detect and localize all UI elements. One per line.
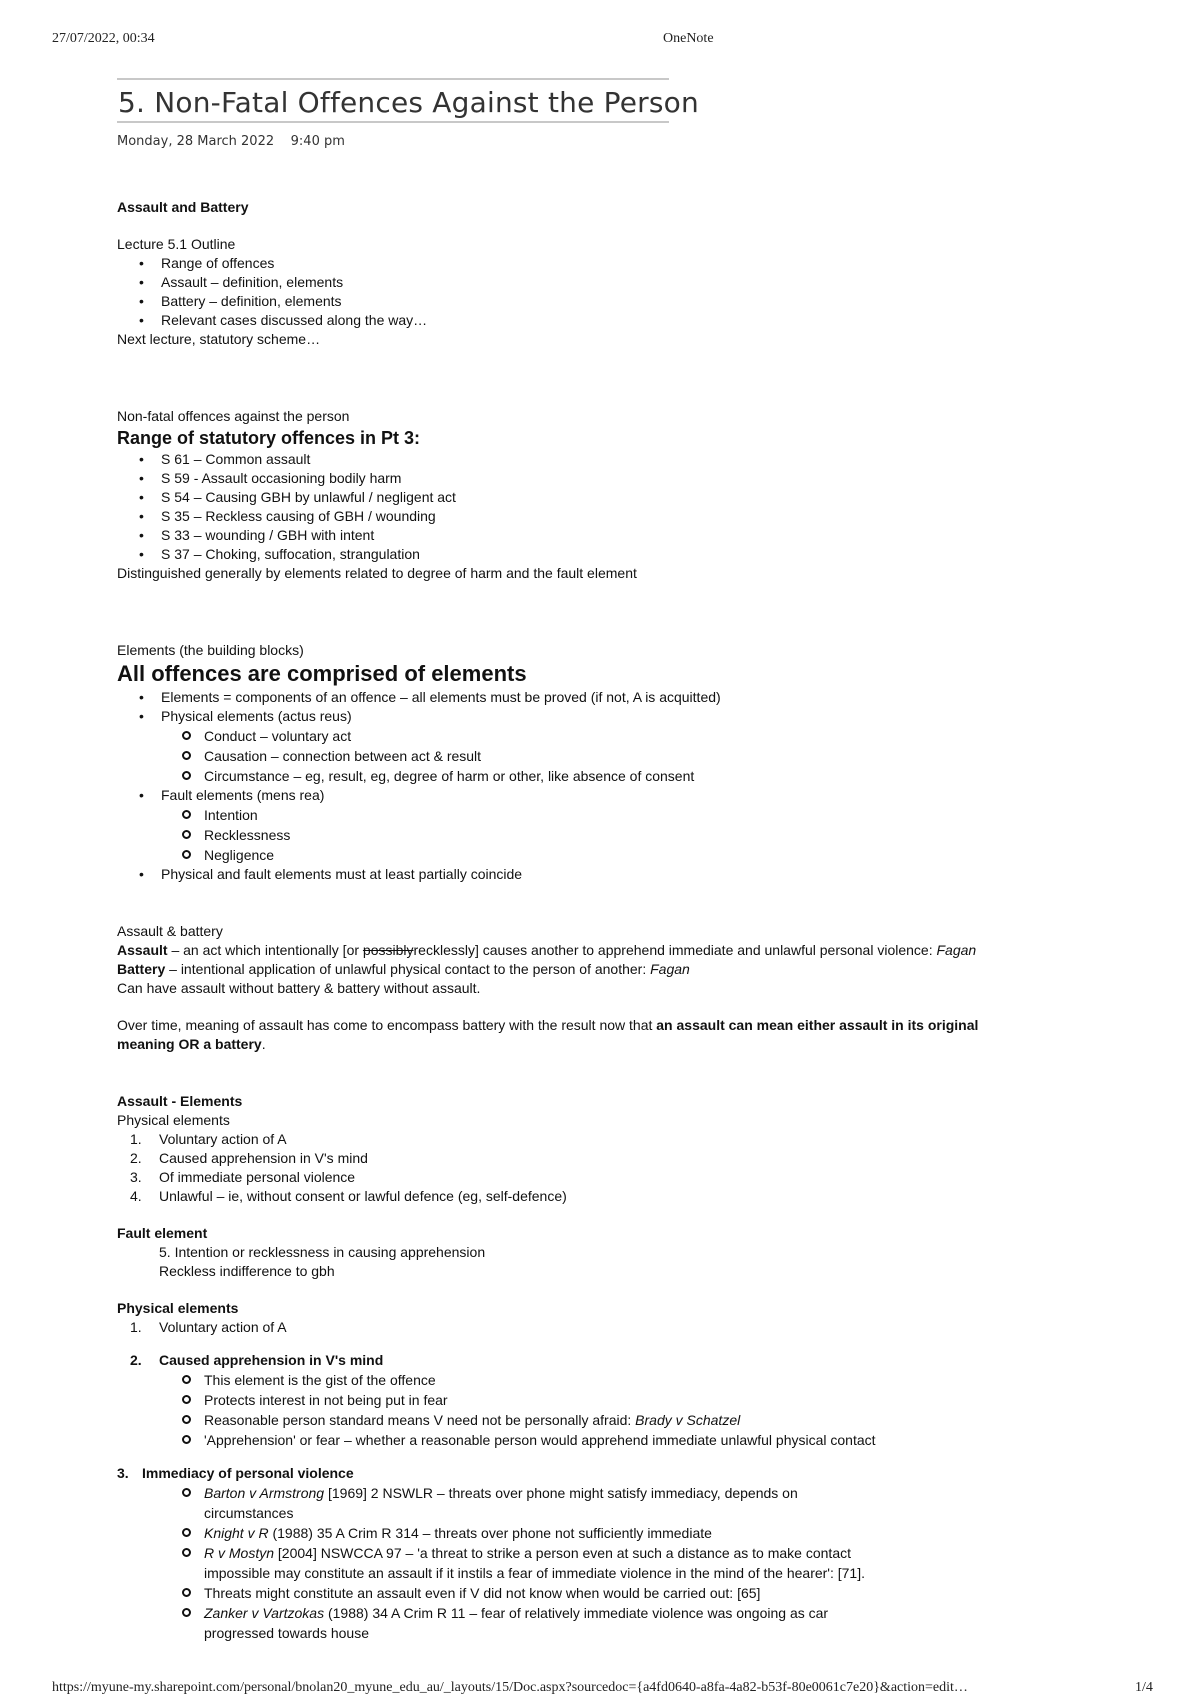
list-item: • Battery – definition, elements — [117, 292, 1017, 311]
outline-title: Lecture 5.1 Outline — [117, 236, 236, 252]
sublist-item: Threats might constitute an assault even if V did not know when would be carried out: [65] — [117, 1583, 977, 1603]
note-content[interactable] — [117, 198, 1017, 1643]
page-title[interactable]: 5. Non-Fatal Offences Against the Person — [118, 86, 699, 119]
sublist-item: Circumstance – eg, result, eg, degree of harm or other, like absence of consent — [117, 766, 1017, 786]
term: Battery — [117, 961, 166, 977]
physical-elements-sublist — [117, 726, 1017, 786]
sublist-item: Causation – connection between act & result — [117, 746, 1017, 766]
case-name: Knight v R — [204, 1525, 269, 1541]
page-date — [117, 134, 345, 149]
case-name: R v Mostyn — [204, 1545, 275, 1561]
page-title-block — [117, 78, 699, 123]
section-label: Elements (the building blocks) — [117, 642, 304, 658]
offences-list — [117, 450, 1017, 564]
section-heading: All offences are comprised of elements — [117, 661, 527, 686]
list-item: • S 61 – Common assault — [117, 450, 1017, 469]
case-name: Barton v Armstrong — [204, 1485, 325, 1501]
sublist-item: Recklessness — [117, 825, 1017, 845]
assault-elements-list — [117, 1130, 1017, 1206]
case-name: Fagan — [650, 961, 690, 977]
next-lecture-note: Next lecture, statutory scheme… — [117, 331, 321, 347]
page-date-day: Monday, 28 March 2022 — [117, 134, 275, 149]
offences-summary: Distinguished generally by elements related to degree of harm and the fault element — [117, 565, 637, 581]
paragraph-text: . — [261, 1036, 266, 1052]
subheading: 2. Caused apprehension in V's mind — [130, 1352, 384, 1368]
elements-list — [117, 688, 1017, 726]
numbered-item: 2. Caused apprehension in V's mind — [130, 1150, 368, 1166]
section-heading: Assault - Elements — [117, 1093, 243, 1109]
elements-list — [117, 865, 1017, 884]
list-item: • S 54 – Causing GBH by unlawful / negligent act — [117, 488, 1017, 507]
sublist-item: 'Apprehension' or fear – whether a reasonable person would apprehend immediate unlawful physical contact — [117, 1430, 1017, 1450]
definition-text: – intentional application of unlawful physical contact to the person of another: — [165, 961, 651, 977]
subheading: 3. Immediacy of personal violence — [117, 1465, 354, 1481]
numbered-item: 1. Voluntary action of A — [130, 1319, 287, 1335]
battery-definition — [117, 960, 1017, 979]
print-datetime: 27/07/2022, 00:34 — [52, 31, 155, 46]
outline-list — [117, 254, 1017, 330]
case-name: Brady v Schatzel — [635, 1412, 741, 1428]
section-heading: Physical elements — [117, 1300, 239, 1316]
case-name: Zanker v Vartzokas — [204, 1605, 325, 1621]
sublist-item: This element is the gist of the offence — [117, 1370, 1017, 1390]
sublist-item: Negligence — [117, 845, 1017, 865]
sublist-item: R v Mostyn [2004] NSWCCA 97 – 'a threat to strike a person even at such a distance as to make contact impossible may constitute an assault if it instils a fear of immediate violence in the mind of the hearer': [71]. — [117, 1543, 977, 1583]
list-item: • Physical elements (actus reus) — [117, 707, 1017, 726]
sublist-item: Protects interest in not being put in fear — [117, 1390, 1017, 1410]
page-date-time: 9:40 pm — [290, 134, 345, 149]
numbered-item: 3. Of immediate personal violence — [130, 1169, 356, 1185]
list-item: • Range of offences — [117, 254, 1017, 273]
sublist-item: Knight v R (1988) 35 A Crim R 314 – threats over phone not sufficiently immediate — [117, 1523, 977, 1543]
struck-text: possibly — [362, 942, 414, 958]
section-label: Assault & battery — [117, 923, 223, 939]
numbered-item: 4. Unlawful – ie, without consent or lawful defence (eg, self-defence) — [130, 1188, 567, 1204]
print-url: https://myune-my.sharepoint.com/personal/bnolan20_myune_edu_au/_layouts/15/Doc.aspx?sourcedoc={a4fd0640-a8fa-4a82-b53f-80e0061c7e20}&action=edit… — [52, 1680, 968, 1695]
paragraph-text: Over time, meaning of assault has come to encompass battery with the result now that — [117, 1017, 657, 1033]
section-label: Physical elements — [117, 1112, 230, 1128]
list-item: • S 35 – Reckless causing of GBH / wounding — [117, 507, 1017, 526]
list-item: • Physical and fault elements must at least partially coincide — [117, 865, 1017, 884]
numbered-item: 1. Voluntary action of A — [130, 1131, 287, 1147]
overtime-paragraph — [117, 1016, 1017, 1054]
sublist-item: Conduct – voluntary act — [117, 726, 1017, 746]
definition-text: recklessly] causes another to apprehend immediate and unlawful personal violence: — [413, 942, 937, 958]
case-name: Fagan — [936, 942, 977, 958]
assault-definition — [117, 941, 1017, 960]
list-item: • Elements = components of an offence – all elements must be proved (if not, A is acquitted) — [117, 688, 1017, 707]
apprehension-list — [117, 1370, 1017, 1450]
elements-list — [117, 786, 1017, 805]
fault-elements-sublist — [117, 805, 1017, 865]
list-item: • S 37 – Choking, suffocation, strangulation — [117, 545, 1017, 564]
section-heading: Assault and Battery — [117, 199, 249, 215]
list-item: • Relevant cases discussed along the way… — [117, 311, 1017, 330]
sublist-item: Barton v Armstrong [1969] 2 NSWLR – threats over phone might satisfy immediacy, depends on circumstances — [117, 1483, 977, 1523]
definition-text: – an act which intentionally [or — [167, 942, 363, 958]
print-page-number: 1/4 — [1135, 1680, 1153, 1695]
print-app-name: OneNote — [663, 31, 714, 46]
term: Assault — [117, 942, 168, 958]
section-label: Non-fatal offences against the person — [117, 408, 350, 424]
sublist-item: Reasonable person standard means V need not be personally afraid: Brady v Schatzel — [117, 1410, 1017, 1430]
list-item: • Assault – definition, elements — [117, 273, 1017, 292]
immediacy-list — [117, 1483, 977, 1643]
section-heading: Range of statutory offences in Pt 3: — [117, 428, 421, 448]
fault-note: Reckless indifference to gbh — [159, 1263, 335, 1279]
bold-text: an assault can mean either assault in its original meaning OR a battery — [117, 1017, 979, 1052]
list-item: • Fault elements (mens rea) — [117, 786, 1017, 805]
sublist-item: Intention — [117, 805, 1017, 825]
list-item: • S 33 – wounding / GBH with intent — [117, 526, 1017, 545]
fault-heading: Fault element — [117, 1225, 208, 1241]
sublist-item: Zanker v Vartzokas (1988) 34 A Crim R 11 – fear of relatively immediate violence was ongoing as car progressed towards house — [117, 1603, 977, 1643]
fault-item: 5. Intention or recklessness in causing apprehension — [159, 1244, 486, 1260]
list-item: • S 59 - Assault occasioning bodily harm — [117, 469, 1017, 488]
note-text: Can have assault without battery & battery without assault. — [117, 980, 481, 996]
physical-elements-list — [117, 1318, 1017, 1337]
